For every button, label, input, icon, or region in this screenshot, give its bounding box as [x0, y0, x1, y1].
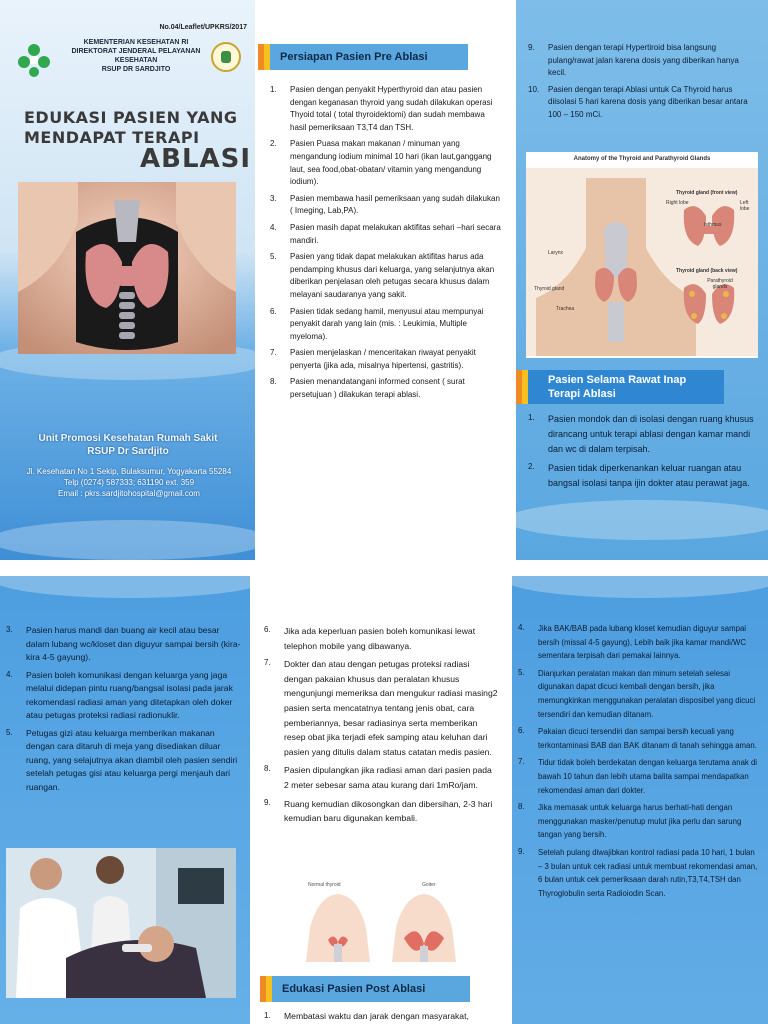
- label-back-view: Thyroid gland (back view): [676, 268, 738, 274]
- list-item: 1. Pasien dengan penyakit Hyperthyroid dan atau pasien dengan keganasan thyroid yang sudah dilakukan operasi Thyoid total ( total thyroidektomi) dan sudah membawa hasil pemeriksaan T3,T4 dan TSH.: [270, 85, 493, 132]
- list-item: 9. Pasien dengan terapi Hypertiroid bisa langsung pulang/rawat jalan karena dosis yang diberikan hanya kecil.: [528, 43, 739, 78]
- list-item: 7. Pasien menjelaskan / menceritakan riwayat penyakit penyerta (jika ada, misalnya hipertensi, gastritis).: [270, 348, 476, 370]
- anatomy-drawing: [526, 168, 758, 356]
- list-item: 4. Pasien boleh komunikasi dengan keluarga yang jaga melalui didepan pintu ruang/bangsal isolasi pada jarak rekomendasi radiasi aman yang ditetapkan oleh doker atau petugas proteksi radiasi radionuklir.: [6, 669, 233, 720]
- list-item: 5. Dianjurkan peralatan makan dan minum setelah selesai digunakan dapat dicuci kembali dengan bersih, jika memungkinkan menggunakan peralatan disposibel yang dicuci tersendiri dan kemudian ditanam.: [518, 667, 756, 719]
- list-item: 4. Pasien masih dapat melakukan aktifitas sehari –hari secara mandiri.: [270, 222, 501, 245]
- sardjito-logo-icon: [211, 42, 241, 72]
- street-address: Jl. Kesehatan No 1 Sekip, Bulaksumur, Yogyakarta 55284: [26, 467, 232, 476]
- label-isthmus: Isthmus: [704, 222, 722, 228]
- pre-ablation-panel: [258, 0, 513, 560]
- inpatient-list-continued: [6, 624, 244, 798]
- list-item: 5. Petugas gizi atau keluarga memberikan makanan dengan cara ditaruh di meja yang disediakan diluar ruang, yang selajutnya akan diambil oleh pasien sendiri setelah petugas gisi atau keluarga pergi menjauh dari ruangan.: [6, 727, 238, 792]
- label-front-view: Thyroid gland (front view): [676, 190, 738, 196]
- ministry-line: KEMENTERIAN KESEHATAN RI: [83, 39, 189, 46]
- section-header: [260, 976, 470, 1002]
- email-address: Email : pkrs.sardjitohospital@gmail.com: [58, 489, 200, 498]
- list-item: 7. Tidur tidak boleh berdekatan dengan keluarga terutama anak di bawah 10 tahun dan lebih utama balita sampai mendapatkan rekomendasi aman dari dokter.: [518, 757, 758, 795]
- list-item: 8. Jika memasak untuk keluarga harus berhati-hati dengan menggunakan masker/penutup mulut jika perlu dan sarung tangan yang bersih.: [518, 802, 742, 840]
- list-item: 9. Setelah pulang diwajibkan kontrol radiasi pada 10 hari, 1 bulan – 3 bulan untuk cek radiasi untuk membuat rekomendasi aman, 6 bulan untuk cek pemeriksaan darah rutin,T3,T4,TSH dan Thyroglobulin serta Radioiodin Scan.: [518, 846, 758, 898]
- wave-decoration: [0, 576, 250, 598]
- list-item: 6. Pakaian dicuci tersendiri dan sampai bersih kecuali yang terkontaminasi BAB dan BAK ditanam di tanah sehingga aman.: [518, 726, 757, 750]
- section-title: Edukasi Pasien Post Ablasi: [272, 976, 470, 1002]
- list-item: 7. Dokter dan atau dengan petugas proteksi radiasi dengan pakaian khusus dan peralatan khusus mengunjungi memeriksa dan mengukur radiasi masing2 pasien serta mencatatnya tentang jenis obat, cara pemberiannya, besar radiasinya serta memberikan resep obat jika terjadi efek samping atau keluhan dari pasien yang ditulis dalam status catatan medis pasien.: [264, 658, 498, 757]
- pre-ablation-list: [270, 84, 502, 406]
- list-item: 5. Pasien yang tidak dapat melakukan aktifitas harus ada pendamping khusus dari keluarga, yang selanjutnya akan diberikan penjelasan oleh petugas secara khusus dalam melayani saudaranya yang sakit.: [270, 252, 495, 299]
- hospital-name: RSUP Dr Sardjito: [87, 446, 169, 457]
- section-header: [516, 370, 724, 404]
- list-item: 1. Pasien mondok dan di isolasi dengan ruang khusus dirancang untuk terapi ablasi dengan kamar mandi dan wc di dalam terpisah.: [528, 413, 754, 454]
- contact-address: [6, 466, 252, 499]
- label-right-lobe: Right lobe: [666, 200, 689, 206]
- post-ablation-continued-panel: [512, 576, 768, 1024]
- ministry-line: DIREKTORAT JENDERAL PELAYANAN KESEHATAN: [71, 48, 201, 64]
- list-item: 3. Pasien membawa hasil pemeriksaan yang sudah dilakukan ( Imeging, Lab,PA).: [270, 193, 500, 216]
- list-item: 2. Pasien Puasa makan makanan / minuman yang mengandung iodium minimal 10 hari (ikan laut,ganggang laut, sea food,obat-obatan/ vitamin yang mengandung iodium).: [270, 139, 492, 187]
- inpatient-list: [528, 412, 756, 495]
- label-left-lobe: Left lobe: [740, 200, 750, 212]
- section-title: Persiapan Pasien Pre Ablasi: [270, 44, 468, 70]
- cover-title-line: MENDAPAT TERAPI: [24, 128, 200, 147]
- label-parathyroid: Parathyroid glands: [707, 278, 733, 290]
- list-item: 6. Pasien tidak sedang hamil, menyusui atau mempunyai penyakit darah yang lain (mis. : Leukimia, Multiple myeloma).: [270, 306, 484, 341]
- wave-decoration: [512, 576, 768, 598]
- post-ablation-list: [264, 1010, 498, 1024]
- goiter-neck-diagram: [296, 886, 466, 962]
- document-number: No.04/Leaflet/UPKRS/2017: [159, 24, 247, 31]
- unit-title: [8, 432, 248, 458]
- thyroid-throat-illustration: [18, 182, 236, 354]
- cover-panel: [0, 0, 255, 560]
- fold-gap: [0, 560, 768, 576]
- cover-title: [24, 108, 244, 148]
- list-item: 1. Membatasi waktu dan jarak dengan masyarakat,: [264, 1011, 469, 1021]
- inpatient-list-continued-2: [264, 624, 498, 830]
- kemenkes-logo-icon: [16, 42, 52, 78]
- list-item: 8. Pasien dipulangkan jika radiasi aman dari pasien pada 2 meter sebesar sama atau kurang dari 1mRo/jam.: [264, 764, 492, 790]
- label-normal-thyroid: Normal thyroid: [308, 882, 341, 888]
- section-title-line: Terapi Ablasi: [548, 388, 616, 400]
- ministry-line: RSUP DR SARDJITO: [101, 66, 171, 73]
- label-trachea: Trachea: [556, 306, 575, 312]
- ministry-header: [56, 38, 216, 74]
- pre-ablation-list-continued: [528, 42, 756, 126]
- list-item: 10. Pasien dengan terapi Ablasi untuk Ca Thyroid harus diisolasi 5 hari karena dosis yang diberikan besar antara 100 – 150 mCi.: [528, 84, 748, 119]
- section-title: [528, 370, 724, 404]
- cover-title-line: EDUKASI PASIEN YANG: [24, 108, 238, 127]
- cover-title-ablasi: ABLASI: [140, 144, 252, 174]
- diagram-title: Anatomy of the Thyroid and Parathyroid Glands: [573, 156, 711, 162]
- label-thyroid-gland: Thyroid gland: [534, 286, 565, 292]
- section-header: [258, 44, 468, 70]
- list-item: 6. Jika ada keperluan pasien boleh komunikasi lewat telephon mobile yang dibawanya.: [264, 625, 476, 651]
- inpatient-panel: [516, 0, 768, 560]
- wave-decoration: [0, 520, 255, 560]
- inpatient-continued-panel-2: [252, 576, 510, 1024]
- list-item: 9. Ruang kemudian dikosongkan dan dibersihan, 2-3 hari kemudian baru digunakan kembali.: [264, 797, 493, 824]
- inpatient-continued-panel: [0, 576, 250, 1024]
- list-item: 8. Pasien menandatangani informed consent ( surat persetujuan ) dilakukan terapi ablasi.: [270, 377, 465, 400]
- list-item: 4. Jika BAK/BAB pada lubang kloset kemudian diguyur sampai bersih (missal 4-5 gayung), Lebih baik jika kamar mandi/WC sementara terpisah dari pemakai lainnya.: [518, 623, 747, 661]
- ultrasound-photo: [6, 848, 236, 998]
- section-title-line: Pasien Selama Rawat Inap: [548, 374, 687, 386]
- thyroid-anatomy-diagram: [526, 152, 758, 358]
- brochure-back: [0, 576, 768, 1024]
- list-item: 2. Pasien tidak diperkenankan keluar ruangan atau bangsal isolasi tanpa ijin dokter atau perawat jaga.: [528, 462, 750, 488]
- unit-name: Unit Promosi Kesehatan Rumah Sakit: [38, 433, 218, 444]
- label-goiter: Goiter: [422, 882, 436, 888]
- list-item: 3. Pasien harus mandi dan buang air kecil atau besar dalam lubang wc/kloset dan diguyur sampai bersih (kira-kira 4-5 gayung).: [6, 625, 241, 662]
- post-ablation-list-continued: [518, 622, 760, 904]
- label-larynx: Larynx: [548, 250, 564, 256]
- phone-number: Telp (0274) 587333; 631190 ext. 359: [63, 478, 195, 487]
- wave-decoration: [516, 500, 768, 540]
